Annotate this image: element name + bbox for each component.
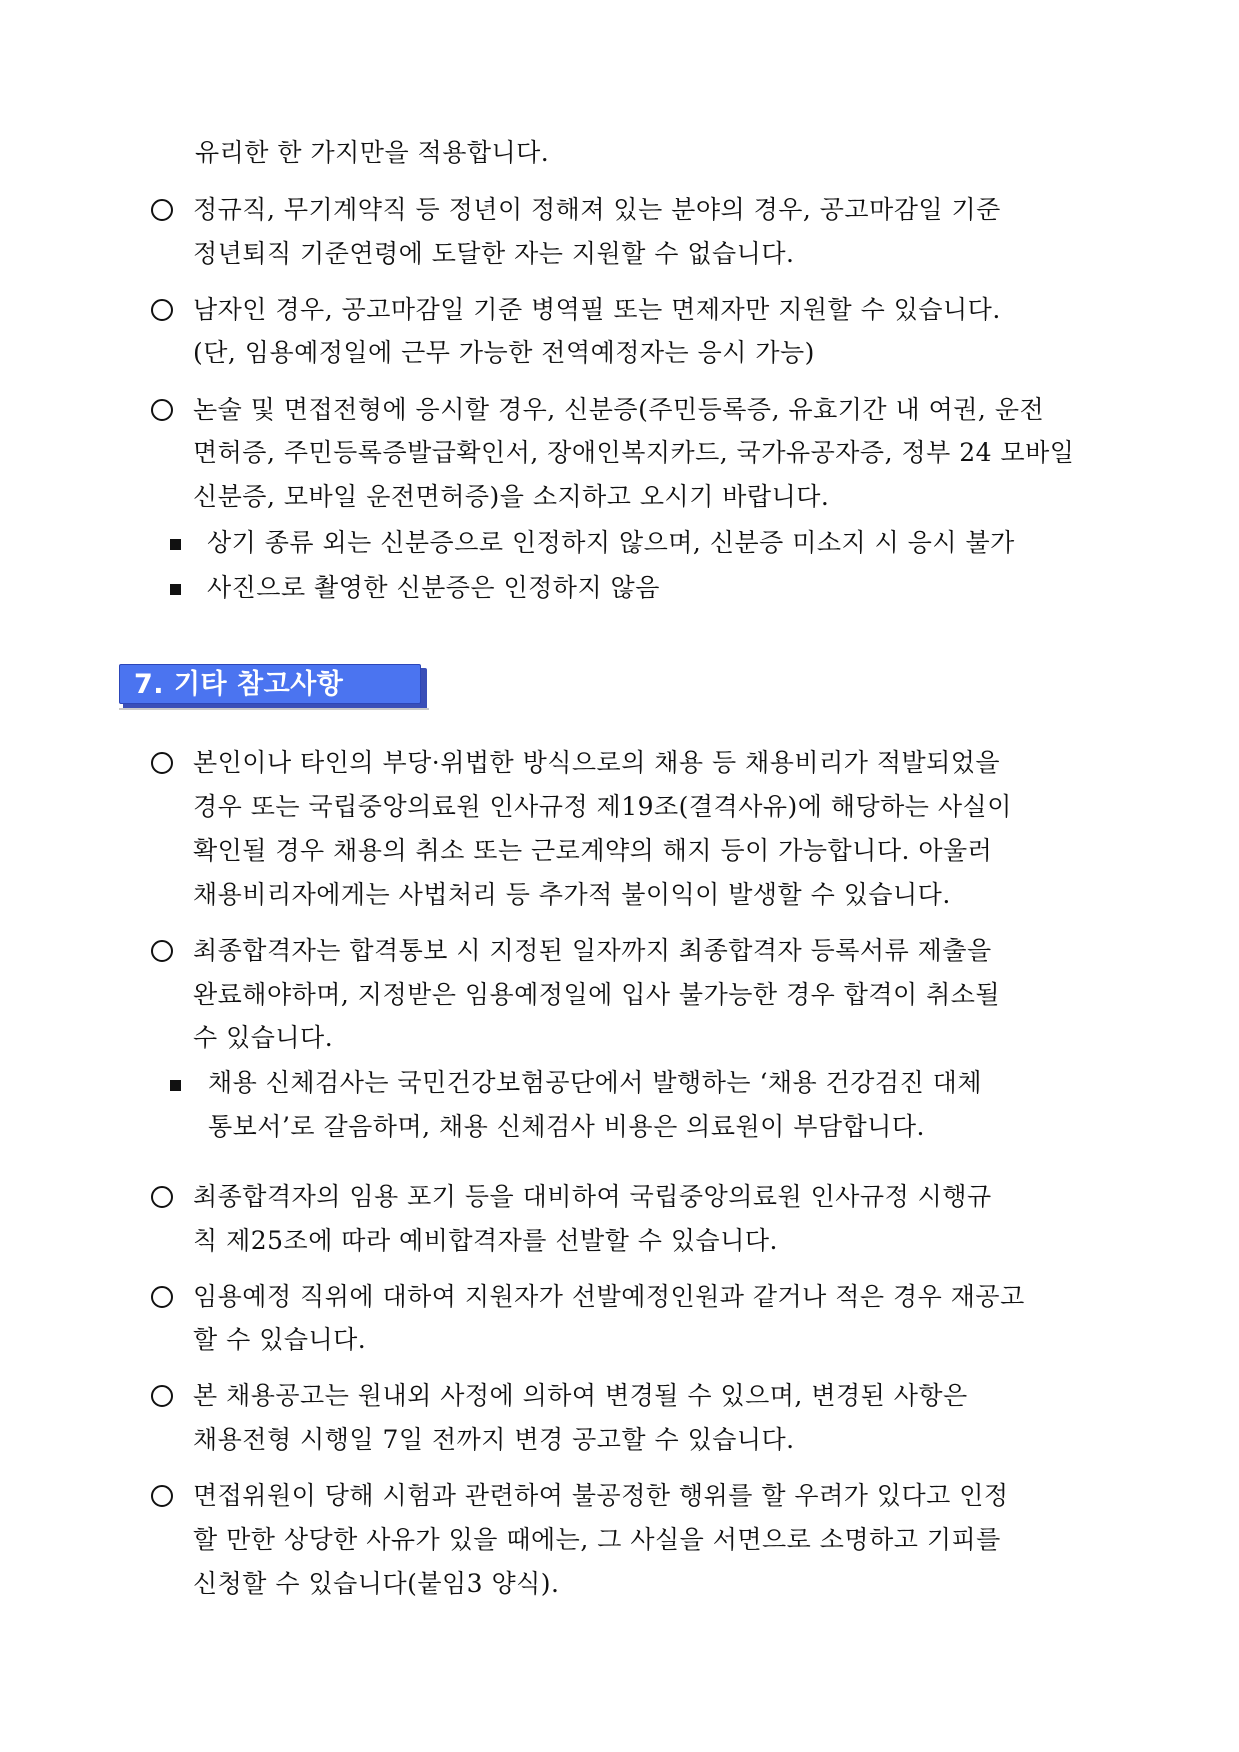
text-line: 본인이나 타인의 부당·위법한 방식으로의 채용 등 채용비리가 적발되었을 [193, 748, 1001, 777]
circle-bullet-icon [151, 940, 173, 962]
text-line: 확인될 경우 채용의 취소 또는 근로계약의 해지 등이 가능합니다. 아울러 [193, 836, 993, 865]
text-line: 면접위원이 당해 시험과 관련하여 불공정한 행위를 할 우려가 있다고 인정 [193, 1481, 1009, 1510]
text-line: 본 채용공고는 원내외 사정에 의하여 변경될 수 있으며, 변경된 사항은 [193, 1381, 968, 1410]
square-bullet-icon [170, 584, 181, 595]
circle-bullet-icon [151, 199, 173, 221]
text-line: 할 만한 상당한 사유가 있을 때에는, 그 사실을 서면으로 소명하고 기피를 [193, 1525, 1001, 1554]
text-line: 채용비리자에게는 사법처리 등 추가적 불이익이 발생할 수 있습니다. [193, 880, 951, 909]
section-heading-underline [119, 708, 429, 710]
text-line: 논술 및 면접전형에 응시할 경우, 신분증(주민등록증, 유효기간 내 여권, 운전 [193, 395, 1045, 424]
square-bullet-icon [170, 539, 181, 550]
text-line: 상기 종류 외는 신분증으로 인정하지 않으며, 신분증 미소지 시 응시 불가 [207, 528, 1015, 557]
text-line: 임용예정 직위에 대하여 지원자가 선발예정인원과 같거나 적은 경우 재공고 [193, 1282, 1025, 1311]
text-line: 수 있습니다. [193, 1023, 334, 1052]
text-line: 최종합격자의 임용 포기 등을 대비하여 국립중앙의료원 인사규정 시행규 [193, 1182, 992, 1211]
text-line: 사진으로 촬영한 신분증은 인정하지 않음 [207, 573, 660, 602]
circle-bullet-icon [151, 1385, 173, 1407]
circle-bullet-icon [151, 1186, 173, 1208]
circle-bullet-icon [151, 299, 173, 321]
text-line: 채용전형 시행일 7일 전까지 변경 공고할 수 있습니다. [193, 1425, 795, 1454]
text-line: 면허증, 주민등록증발급확인서, 장애인복지카드, 국가유공자증, 정부 24 모바일 [193, 438, 1075, 467]
text-line: 경우 또는 국립중앙의료원 인사규정 제19조(결격사유)에 해당하는 사실이 [193, 792, 1012, 821]
text-line: 신분증, 모바일 운전면허증)을 소지하고 오시기 바랍니다. [193, 482, 830, 511]
circle-bullet-icon [151, 752, 173, 774]
text-line: 채용 신체검사는 국민건강보험공단에서 발행하는 ‘채용 건강검진 대체 [208, 1068, 982, 1097]
circle-bullet-icon [151, 1286, 173, 1308]
text-line: 최종합격자는 합격통보 시 지정된 일자까지 최종합격자 등록서류 제출을 [193, 936, 992, 965]
section-heading-box [119, 664, 421, 704]
square-bullet-icon [170, 1080, 181, 1091]
text-line: 남자인 경우, 공고마감일 기준 병역필 또는 면제자만 지원할 수 있습니다. [193, 295, 1001, 324]
section-heading [119, 664, 425, 706]
circle-bullet-icon [151, 399, 173, 421]
circle-bullet-icon [151, 1485, 173, 1507]
text-line: 정년퇴직 기준연령에 도달한 자는 지원할 수 없습니다. [193, 239, 795, 268]
text-line: 할 수 있습니다. [193, 1325, 367, 1354]
text-line: 정규직, 무기계약직 등 정년이 정해져 있는 분야의 경우, 공고마감일 기준 [193, 195, 1001, 224]
text-line: 칙 제25조에 따라 예비합격자를 선발할 수 있습니다. [193, 1226, 778, 1255]
text-line: 신청할 수 있습니다(붙임3 양식). [193, 1569, 560, 1598]
text-line: 유리한 한 가지만을 적용합니다. [195, 138, 550, 167]
text-line: 통보서’로 갈음하며, 채용 신체검사 비용은 의료원이 부담합니다. [208, 1112, 925, 1141]
text-line: (단, 임용예정일에 근무 가능한 전역예정자는 응시 가능) [193, 338, 815, 367]
text-line: 완료해야하며, 지정받은 임용예정일에 입사 불가능한 경우 합격이 취소될 [193, 980, 1001, 1009]
section-heading-text: 7. 기타 참고사항 [134, 669, 344, 700]
